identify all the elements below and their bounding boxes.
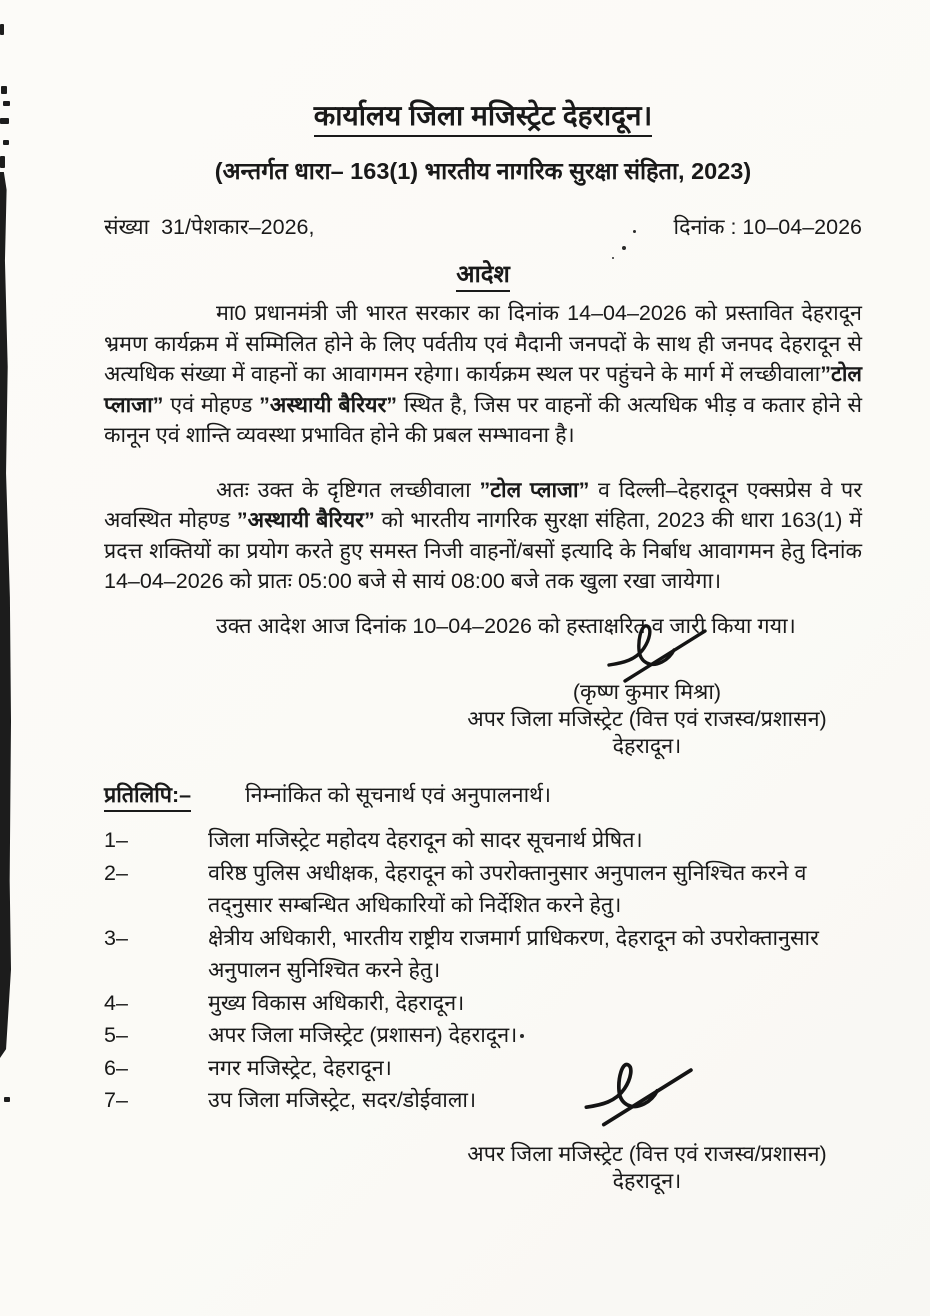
signatory-designation: अपर जिला मजिस्ट्रेट (वित्त एवं राजस्व/प्रशासन) [467,707,827,731]
scan-mark [0,24,4,35]
document-content [104,0,862,1195]
scan-mark [0,118,9,124]
list-item-number: 5– [104,1023,128,1047]
scan-mark [3,101,10,106]
order-paragraph-1: मा0 प्रधानमंत्री जी भारत सरकार का दिनांक 14–04–2026 को प्रस्तावित देहरादून भ्रमण कार्यक्रम में सम्मिलित होने के लिए पर्वतीय एवं मैदानी जनपदों के साथ ही जनपद देहरादून से अत्यधिक संख्या में वाहनों का आवागमन रहेगा। कार्यक्रम स्थल पर पहुंचने के मार्ग में लच्छीवाला”टोल प्लाजा” एवं मोहण्ड ”अस्थायी बैरियर” स्थित है, जिस पर वाहनों की अत्यधिक भीड़ व कतार होने से कानून एवं शान्ति व्यवस्था प्रभावित होने की प्रबल सम्भावना है। [104,301,862,447]
list-item-text: वरिष्ठ पुलिस अधीक्षक, देहरादून को उपरोक्तानुसार अनुपालन सुनिश्चित करने व तद्नुसार सम्बन्धित अधिकारियों को निर्देशित करने हेतु। [208,860,807,917]
list-item-number: 2– [104,860,128,885]
list-item-number: 6– [104,1055,128,1080]
reference-number: संख्या 31/पेशकार–2026, [104,215,315,239]
signature-block-2 [432,1141,862,1195]
scan-mark [1,86,7,94]
signatory-place: देहरादून। [612,734,682,758]
order-heading [104,257,862,290]
reference-row [104,212,862,241]
list-item-number: 7– [104,1088,128,1112]
order-paragraph-3: उक्त आदेश आज दिनांक 10–04–2026 को हस्ताक्षरित व जारी किया गया। [216,613,796,638]
copies-list [104,824,862,1117]
list-item [104,824,862,857]
office-title [104,96,862,134]
office-title-text: कार्यालय जिला मजिस्ट्रेट देहरादून। [314,100,652,137]
copies-label: प्रतिलिपि:– [104,780,191,812]
signatory-name: (कृष्ण कुमार मिश्रा) [572,680,722,704]
order-paragraph-2: अतः उक्त के दृष्टिगत लच्छीवाला ”टोल प्लाजा” व दिल्ली–देहरादून एक्सप्रेस वे पर अवस्थित मोहण्ड ”अस्थायी बैरियर” को भारतीय नागरिक सुरक्षा संहिता, 2023 की धारा 163(1) में प्रदत्त शक्तियों का प्रयोग करते हुए समस्त निजी वाहनों/बसों इत्यादि के निर्बाध आवागमन हेतु दिनांक 14–04–2026 को प्रातः 05:00 बजे से सायं 08:00 बजे तक खुला रखा जायेगा। [104,477,862,593]
list-item-text: मुख्य विकास अधिकारी, देहरादून। [208,990,465,1015]
order-heading-text: आदेश [456,261,510,292]
scan-mark [3,140,9,145]
list-item-text: उप जिला मजिस्ट्रेट, सदर/डोईवाला। [208,1088,477,1112]
signatory-place: देहरादून। [612,1168,682,1193]
scan-mark [0,156,5,168]
signature-scribble-2 [582,1057,704,1129]
copies-intro: निम्नांकित को सूचनार्थ एवं अनुपालनार्थ। [245,783,552,807]
copies-header [104,780,862,812]
list-item-number: 4– [104,990,128,1015]
statute-subtitle: (अन्तर्गत धारा– 163(1) भारतीय नागरिक सुरक्षा संहिता, 2023) [214,158,752,184]
signature-scribble-1 [605,619,717,685]
list-item [104,922,862,987]
list-item [104,987,862,1020]
list-item [104,857,862,922]
list-item-text: क्षेत्रीय अधिकारी, भारतीय राष्ट्रीय राजमार्ग प्राधिकरण, देहरादून को उपरोक्तानुसार अनुपालन सुनिश्चित करने हेतु। [208,925,819,982]
list-item-text: जिला मजिस्ट्रेट महोदय देहरादून को सादर सूचनार्थ प्रेषित। [208,828,643,852]
list-item-number: 3– [104,925,128,950]
reference-date: दिनांक : 10–04–2026 [673,215,862,239]
list-item-text: अपर जिला मजिस्ट्रेट (प्रशासन) देहरादून। [208,1023,518,1047]
scan-edge-band [0,172,11,1058]
list-item [104,1084,862,1117]
scan-mark [4,1097,10,1102]
list-item-text: नगर मजिस्ट्रेट, देहरादून। [208,1055,392,1080]
signatory-designation: अपर जिला मजिस्ट्रेट (वित्त एवं राजस्व/प्रशासन) [467,1141,827,1166]
list-item [104,1019,862,1052]
list-item-number: 1– [104,828,128,852]
list-item [104,1052,862,1085]
